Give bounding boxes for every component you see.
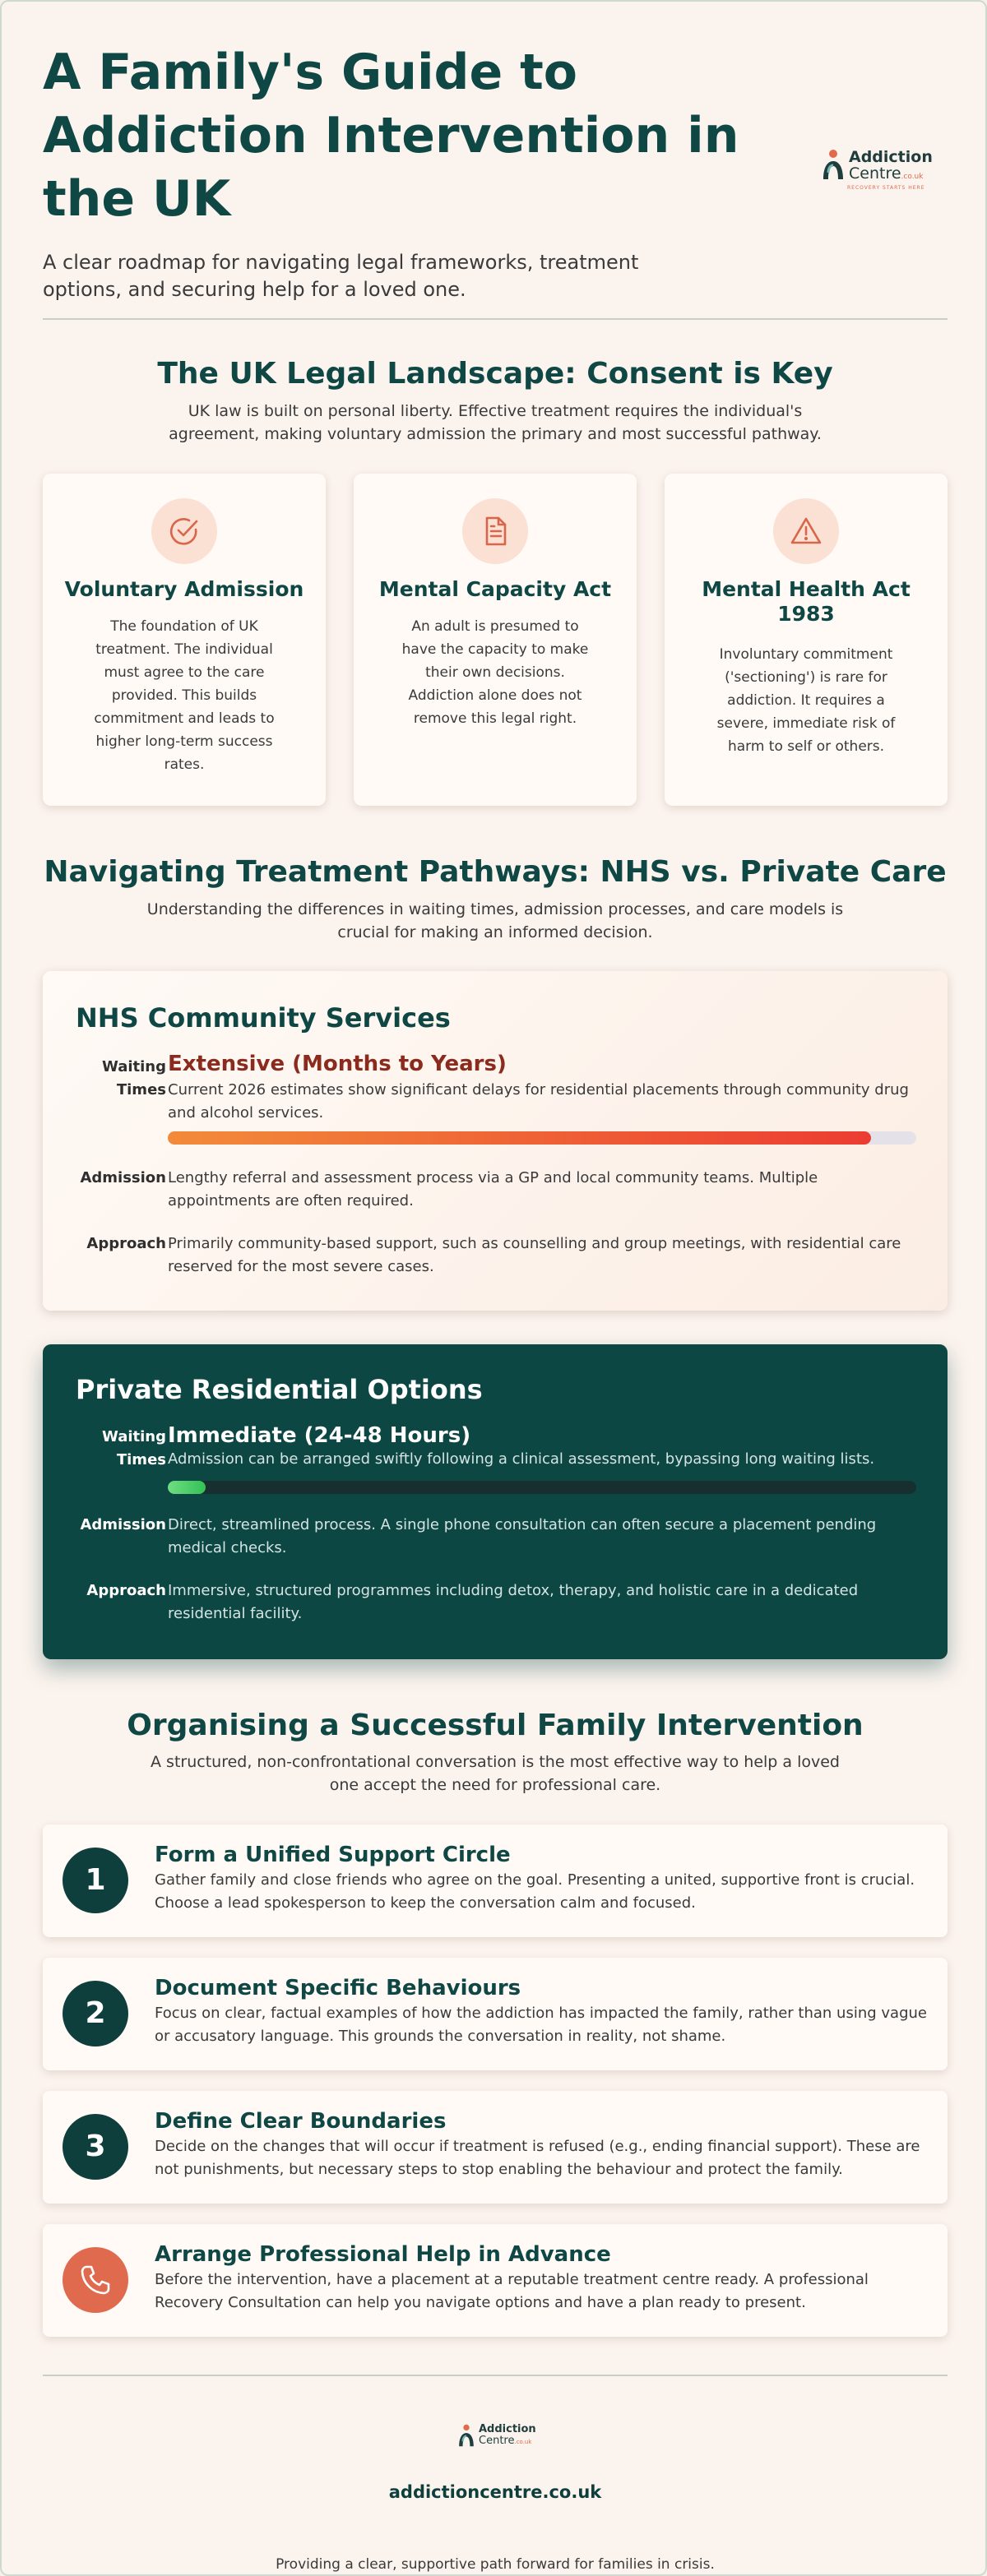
waiting-times-text: Current 2026 estimates show significant delays for residential placements through community drug and alcohol services.	[168, 1081, 909, 1122]
pathways-section-subtitle: Understanding the differences in waiting times, admission processes, and care models is crucial for making an informed decision.	[146, 900, 844, 941]
legal-card-mental-health-act	[665, 474, 948, 806]
admission-label: Admission	[80, 1169, 166, 1186]
legal-card-body: The foundation of UK treatment. The individual must agree to the care provided. This builds commitment and leads to higher long-term success rates.	[94, 618, 275, 773]
logo-word-addiction: Addiction	[479, 2423, 536, 2435]
warning-icon	[790, 515, 822, 548]
approach-text: Immersive, structured programmes including detox, therapy, and holistic care in a dedicated residential facility.	[168, 1582, 859, 1622]
legal-card-title: Mental Capacity Act	[378, 577, 612, 601]
logo-mark-icon	[821, 148, 846, 181]
legal-card-mental-capacity-act	[354, 474, 637, 806]
logo-tagline: RECOVERY STARTS HERE	[847, 185, 925, 191]
card-title: NHS Community Services	[76, 1002, 451, 1034]
step-card	[43, 1824, 948, 1937]
waiting-time-bar	[168, 1131, 916, 1145]
waiting-times-value: Extensive (Months to Years)	[168, 1052, 507, 1076]
legal-card-body: Involuntary commitment ('sectioning') is rare for addiction. It requires a severe, immediate risk of harm to self or others.	[716, 646, 896, 755]
footer-logo[interactable]	[456, 2423, 538, 2456]
waiting-time-bar-fill	[168, 1481, 206, 1494]
footer-domain-link[interactable]: addictioncentre.co.uk	[388, 2482, 602, 2502]
card-title: Private Residential Options	[76, 1374, 483, 1405]
legal-card-voluntary-admission	[43, 474, 326, 806]
intervention-section-subtitle: A structured, non-confrontational conversation is the most effective way to help a loved one accept the need for professional care.	[151, 1753, 840, 1794]
step-title: Form a Unified Support Circle	[155, 1843, 511, 1867]
legal-section-title: The UK Legal Landscape: Consent is Key	[157, 357, 833, 391]
waiting-times-value: Immediate (24-48 Hours)	[168, 1423, 471, 1448]
legal-card-title: Mental Health Act 1983	[702, 577, 911, 626]
check-circle-icon	[168, 515, 201, 548]
admission-label: Admission	[80, 1516, 166, 1533]
waiting-times-label: Waiting Times	[101, 1058, 166, 1098]
step-text: Focus on clear, factual examples of how the addiction has impacted the family, rather than using vague or accusatory language. This grounds the conversation in reality, not shame.	[155, 2005, 927, 2045]
admission-text: Direct, streamlined process. A single phone consultation can often secure a placement pending medical checks.	[168, 1516, 877, 1556]
step-number: 2	[63, 1981, 128, 2046]
admission-text: Lengthy referral and assessment process via a GP and local community teams. Multiple appointments are often required.	[168, 1169, 818, 1209]
waiting-time-bar-fill	[168, 1131, 871, 1145]
approach-label: Approach	[86, 1235, 166, 1252]
legal-section-subtitle: UK law is built on personal liberty. Effective treatment requires the individual's agreement, making voluntary admission the primary and most successful pathway.	[169, 402, 822, 443]
document-icon	[479, 515, 512, 548]
logo-word-centre: Centre.co.uk	[849, 164, 924, 183]
private-residential-card	[43, 1344, 948, 1659]
pathways-section-title: Navigating Treatment Pathways: NHS vs. Private Care	[44, 855, 947, 889]
step-number: 3	[63, 2114, 128, 2180]
step-phone-badge	[63, 2247, 128, 2313]
phone-icon	[79, 2264, 112, 2296]
intervention-section-title: Organising a Successful Family Intervention	[127, 1709, 864, 1742]
step-text: Before the intervention, have a placement at a reputable treatment centre ready. A professional Recovery Consultation can help you navigate options and have a plan ready to present.	[155, 2271, 869, 2311]
step-title: Arrange Professional Help in Advance	[155, 2242, 611, 2267]
step-title: Define Clear Boundaries	[155, 2109, 447, 2134]
page-subtitle: A clear roadmap for navigating legal frameworks, treatment options, and securing help for a loved one.	[43, 251, 639, 301]
footer-tagline: Providing a clear, supportive path forward for families in crisis.	[276, 2556, 715, 2573]
logo-word-addiction: Addiction	[849, 148, 933, 166]
logo-mark-icon	[457, 2423, 475, 2448]
step-text: Gather family and close friends who agree on the goal. Presenting a united, supportive front is crucial. Choose a lead spokesperson to keep the conversation calm and focused.	[155, 1871, 915, 1912]
header	[43, 41, 948, 301]
step-title: Document Specific Behaviours	[155, 1976, 521, 2000]
logo-word-centre: Centre.co.uk	[479, 2435, 532, 2447]
divider	[43, 2375, 948, 2376]
nhs-services-card	[43, 971, 948, 1311]
legal-card-title: Voluntary Admission	[64, 577, 304, 601]
waiting-time-bar	[168, 1481, 916, 1494]
step-card	[43, 2091, 948, 2204]
divider	[43, 318, 948, 320]
addiction-centre-logo[interactable]	[816, 148, 939, 197]
step-card	[43, 1958, 948, 2070]
legal-card-body: An adult is presumed to have the capacity to make their own decisions. Addiction alone does not remove this legal right.	[401, 618, 589, 727]
waiting-times-text: Admission can be arranged swiftly following a clinical assessment, bypassing long waiting lists.	[168, 1450, 875, 1468]
approach-text: Primarily community-based support, such as counselling and group meetings, with residential care reserved for the most severe cases.	[168, 1235, 901, 1275]
page-title: A Family's Guide to Addiction Intervention in the UK	[43, 44, 739, 228]
step-number: 1	[63, 1848, 128, 1913]
step-text: Decide on the changes that will occur if treatment is refused (e.g., ending financial support). These are not punishments, but necessary steps to stop enabling the behaviour and protect the family.	[155, 2138, 920, 2178]
waiting-times-label: Waiting Times	[101, 1428, 166, 1468]
approach-label: Approach	[86, 1582, 166, 1599]
step-card	[43, 2224, 948, 2337]
logo-suffix: .co.uk	[901, 173, 924, 181]
